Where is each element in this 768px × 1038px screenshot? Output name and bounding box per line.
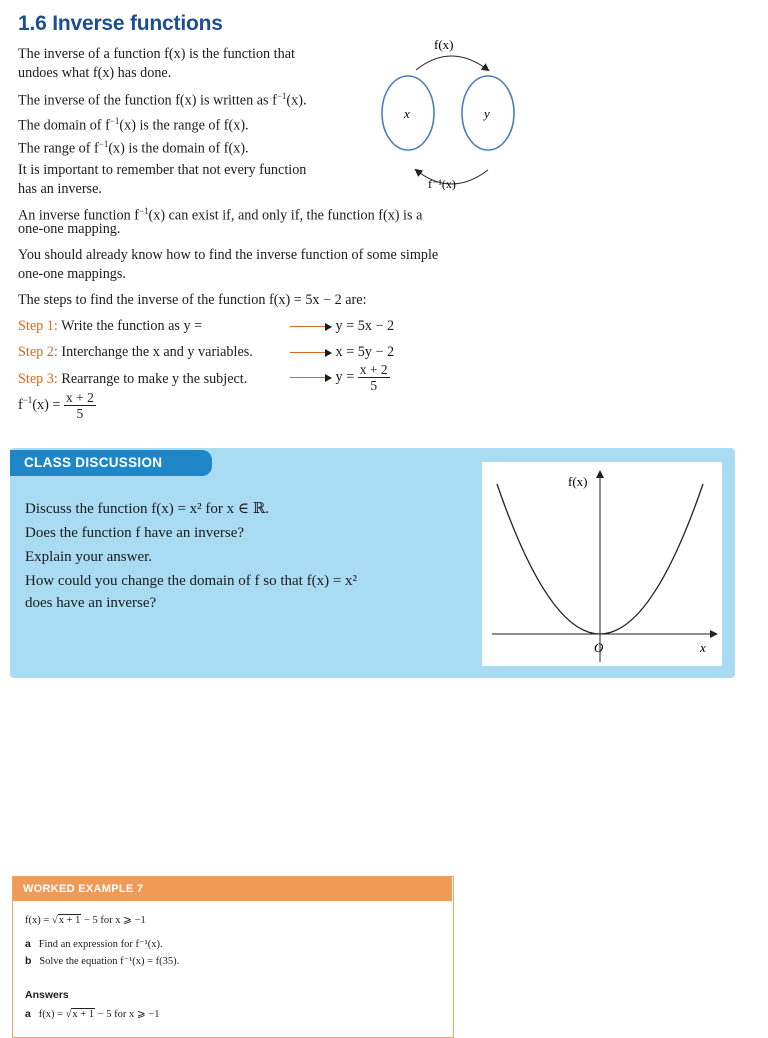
- step-2: Step 2: Interchange the x and y variables.: [18, 344, 253, 360]
- step-2-result: x = 5y − 2: [290, 343, 394, 361]
- page-title: 1.6 Inverse functions: [18, 12, 223, 35]
- origin-label: O: [594, 640, 604, 655]
- discussion-line: Does the function f have an inverse?: [25, 525, 245, 541]
- intro-line: The range of $f^{-1}(x)$ is the domain of f(x).: [18, 139, 249, 157]
- x-axis-label: x: [700, 640, 706, 655]
- step-3-result: y = $\frac{x + 2}{5}$: [290, 362, 390, 393]
- intro-line: An inverse function $f^{-1}(x)$ can exist if, and only if, the function f(x) is a: [18, 206, 423, 224]
- intro-line: The domain of $f^{-1}(x)$ is the range of f(x).: [18, 116, 249, 134]
- answers-heading: Answers: [25, 989, 69, 1001]
- intro-line: The inverse of a function f(x) is the function that: [18, 46, 295, 62]
- intro-line: undoes what f(x) has done.: [18, 65, 172, 81]
- parabola-graph: [482, 462, 722, 666]
- intro-line: has an inverse.: [18, 181, 102, 197]
- discussion-line: Explain your answer.: [25, 549, 153, 565]
- intro-line: The inverse of the function f(x) is written as $f^{-1}(x)$.: [18, 91, 307, 109]
- inverse-result: $f^{-1}(x)$ = $\frac{x + 2}{5}$: [18, 390, 94, 421]
- discussion-line: How could you change the domain of f so that f(x) = x²: [25, 573, 358, 589]
- intro-line: one-one mappings.: [18, 266, 126, 282]
- worked-example-function: f(x) = √x + 1 − 5 for x ⩾ −1: [25, 915, 146, 926]
- discussion-line: does have an inverse?: [25, 595, 157, 611]
- intro-line: The steps to find the inverse of the function f(x) = 5x − 2 are:: [18, 292, 367, 308]
- inverse-label: f⁻¹(x): [428, 177, 456, 191]
- step-1: Step 1: Write the function as y =: [18, 318, 203, 334]
- worked-example-part-b: b Solve the equation f⁻¹(x) = f(35).: [25, 955, 180, 967]
- answer-part-a: a f(x) = √x + 1 − 5 for x ⩾ −1: [25, 1008, 160, 1020]
- intro-line: It is important to remember that not every function: [18, 162, 307, 178]
- range-label: y: [484, 106, 490, 121]
- step-3: Step 3: Rearrange to make y the subject.: [18, 371, 248, 387]
- discussion-line: Discuss the function f(x) = x² for x ∈ ℝ.: [25, 501, 269, 517]
- y-axis-label: f(x): [568, 474, 588, 489]
- forward-arrow: [416, 56, 488, 70]
- worked-example-part-a: a Find an expression for f⁻¹(x).: [25, 938, 163, 950]
- step-1-result: y = 5x − 2: [290, 317, 394, 335]
- class-discussion-tab: CLASS DISCUSSION: [10, 450, 212, 476]
- intro-line: one-one mapping.: [18, 221, 121, 237]
- intro-line: You should already know how to find the inverse function of some simple: [18, 247, 439, 263]
- forward-label: f(x): [434, 37, 454, 52]
- domain-label: x: [404, 106, 410, 121]
- worked-example-header: WORKED EXAMPLE 7: [13, 877, 452, 901]
- mapping-diagram: [376, 30, 526, 200]
